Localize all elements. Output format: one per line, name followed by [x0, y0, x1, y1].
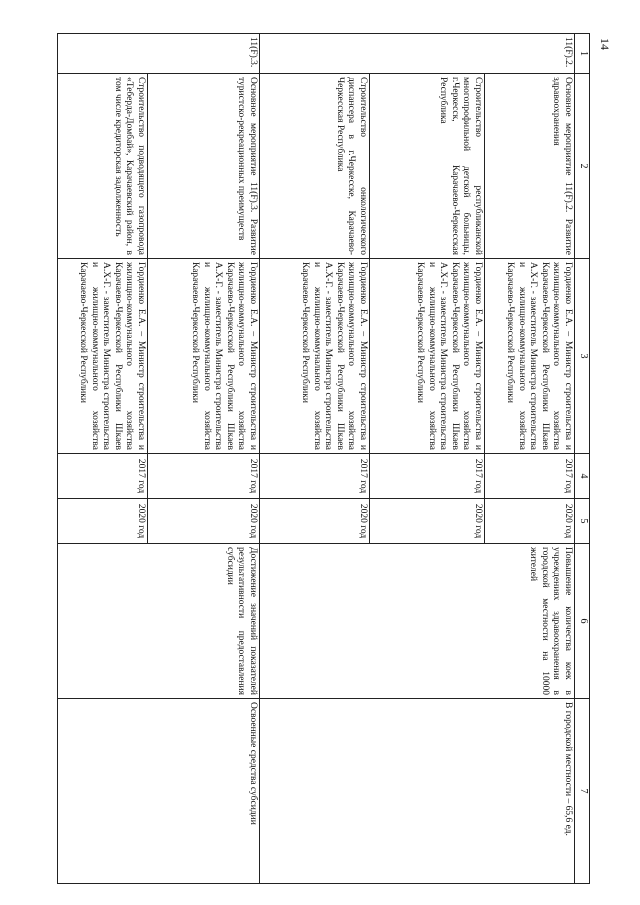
- start-year: 2017 год: [58, 454, 148, 499]
- end-year: 2020 год: [260, 499, 370, 544]
- header-cell: 2: [575, 74, 590, 259]
- executor: Гордиенко Е.А. – Министр строительства и жилищно-коммунального хозяйства Карачаево-Черкесской Республики Шкаев А.Х-Г. - заместитель Министра строительства и жилищно-коммунального хозяйства Карачаево-Черкесской Республики: [370, 259, 485, 454]
- row-number: 11(F).3.: [58, 34, 260, 74]
- start-year: 2017 год: [485, 454, 575, 499]
- measure-name: Строительство республиканской многопрофильной детской больницы, г.Черкесск, Карачаево-Черкесская Республика: [370, 74, 485, 259]
- row-number: 11(F).2.: [260, 34, 575, 74]
- measure-name: Строительство подводящего газопровода «Теберда-Домбай», Карачаевский район, в том числе кредиторская задолженность: [58, 74, 148, 259]
- indicator-link: Освоенные средства субсидии: [58, 699, 260, 884]
- expected-result: Повышение количества коек в учреждениях здравоохранения в городской местности на 10000 жителей: [260, 544, 575, 699]
- executor: Гордиенко Е.А. – Министр строительства и жилищно-коммунального хозяйства Карачаево-Черкесской Республики Шкаев А.Х-Г. - заместитель Министра строительства и жилищно-коммунального хозяйства Карачаево-Черкесской Республики: [148, 259, 260, 454]
- start-year: 2017 год: [260, 454, 370, 499]
- program-table: [57, 33, 590, 884]
- measure-name: Основное мероприятие 11(F).2. Развитие здравоохранения: [485, 74, 575, 259]
- header-cell: 3: [575, 259, 590, 454]
- header-cell: 6: [575, 544, 590, 699]
- end-year: 2020 год: [485, 499, 575, 544]
- header-cell: 7: [575, 699, 590, 884]
- header-cell: 5: [575, 499, 590, 544]
- header-cell: 1: [575, 34, 590, 74]
- indicator-link: В городской местности – 65,6 ед.: [260, 699, 575, 884]
- end-year: 2020 год: [370, 499, 485, 544]
- measure-name: Строительство онкологического диспансера в г.Черкесске, Карачаево-Черкесская Республика: [260, 74, 370, 259]
- expected-result: Достижение значений показателей результативности предоставления субсидии: [58, 544, 260, 699]
- start-year: 2017 год: [370, 454, 485, 499]
- header-cell: 4: [575, 454, 590, 499]
- end-year: 2020 год: [58, 499, 148, 544]
- page-number: 14: [598, 38, 612, 50]
- executor: Гордиенко Е.А. – Министр строительства и жилищно-коммунального хозяйства Карачаево-Черкесской Республики Шкаев А.Х-Г. - заместитель Министра строительства и жилищно-коммунального хозяйства Карачаево-Черкесской Республики: [485, 259, 575, 454]
- table-row: [485, 34, 575, 884]
- executor: Гордиенко Е.А. – Министр строительства и жилищно-коммунального хозяйства Карачаево-Черкесской Республики Шкаев А.Х-Г. - заместитель Министра строительства и жилищно-коммунального хозяйства Карачаево-Черкесской Республики: [58, 259, 148, 454]
- executor: Гордиенко Е.А. – Министр строительства и жилищно-коммунального хозяйства Карачаево-Черкесской Республики Шкаев А.Х-Г. - заместитель Министра строительства и жилищно-коммунального хозяйства Карачаево-Черкесской Республики: [260, 259, 370, 454]
- end-year: 2020 год: [148, 499, 260, 544]
- table-row: [148, 34, 260, 884]
- header-row: [575, 34, 590, 884]
- measure-name: Основное мероприятие 11(F).3. Развитие туристско-рекреационных преимуществ: [148, 74, 260, 259]
- rotated-page: [58, 33, 590, 883]
- start-year: 2017 год: [148, 454, 260, 499]
